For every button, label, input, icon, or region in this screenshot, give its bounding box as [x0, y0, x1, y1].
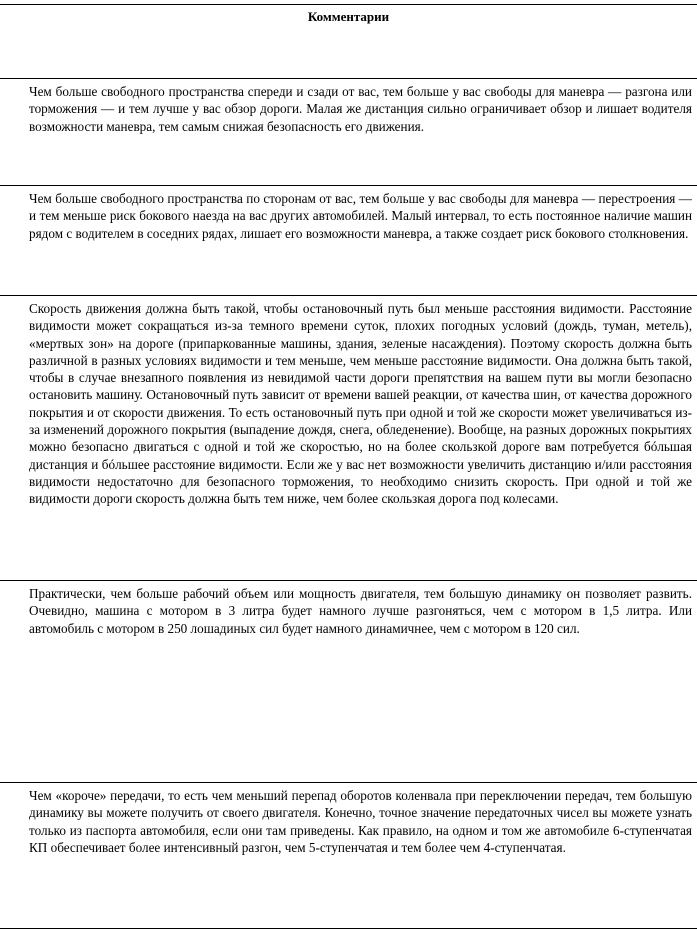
comment-text: Чем больше свободного пространства спереди и сзади от вас, тем больше у вас свободы для маневра — разгона или торможения — и тем лучше у вас обзор дороги. Малая же дистанция сильно ограничивает обзор и лишает водителя возможности маневра, тем самым снижая безопасность его движения.: [29, 84, 692, 134]
table-header: [0, 4, 697, 31]
column-title: Комментарии: [307, 9, 390, 24]
comment-row: [0, 78, 697, 134]
comment-row: [0, 185, 697, 241]
comment-text: Скорость движения должна быть такой, чтобы остановочный путь был меньше расстояния видимости. Расстояние видимости может сокращаться из-за темного времени суток, плохих погодных условий (дождь, туман, метель), «мертвых зон» на дороге (припаркованные машины, здания, зеленые насаждения). Поэтому скорость должна быть различной в разных условиях видимости и тем меньше, чем меньше расстояние видимости. Она должна быть такой, чтобы в случае внезапного появления из невидимой части дороги препятствия на вашем пути вы могли безопасно остановить машину. Остановочный путь зависит от времени вашей реакции, от качества шин, от качества дорожного покрытия и от скорости движения. То есть остановочный путь при одной и той же скорости может увеличиваться из-за изменений дорожного покрытия (выпадение дождя, снега, обледенение). Вообще, на разных дорожных покрытиях можно безопасно двигаться с одной и той же скоростью, но на более скользкой дороге вам потребуется бóльшая дистанция и бóльшее расстояние видимости. Если же у вас нет возможности увеличить дистанцию и/или расстояния видимости недостаточно для безопасного торможения, то необходимо снизить скорость. При одной и той же видимости дороги скорость должна быть тем ниже, чем более скользкая дорога под колесами.: [29, 301, 692, 507]
comment-row: [0, 782, 697, 855]
comment-text: Практически, чем больше рабочий объем или мощность двигателя, тем большую динамику он позволяет развить. Очевидно, машина с мотором в 3 литра будет намного лучше разгоняться, чем с мотором в 1,5 литра. Или автомобиль с мотором в 250 лошадиных сил будет намного динамичнее, чем с мотором в 120 сил.: [29, 586, 692, 636]
comment-row: [0, 295, 697, 507]
comment-row: [0, 580, 697, 636]
comment-text: Чем «короче» передачи, то есть чем меньший перепад оборотов коленвала при переключении передач, тем большую динамику вы можете получить от своего двигателя. Конечно, точное значение передаточных чисел вы можете узнать только из паспорта автомобиля, если они там приведены. Как правило, на одном и том же автомобиле 6-ступенчатая КП обеспечивает более интенсивный разгон, чем 5-ступенчатая и тем более чем 4-ступенчатая.: [29, 788, 692, 855]
comment-text: Чем больше свободного пространства по сторонам от вас, тем больше у вас свободы для маневра — перестроения — и тем меньше риск бокового наезда на вас других автомобилей. Малый интервал, то есть постоянное наличие машин рядом с водителем в соседних рядах, лишает его возможности маневра, а также создает риск бокового столкновения.: [29, 191, 692, 241]
table-bottom-rule: [0, 928, 697, 929]
